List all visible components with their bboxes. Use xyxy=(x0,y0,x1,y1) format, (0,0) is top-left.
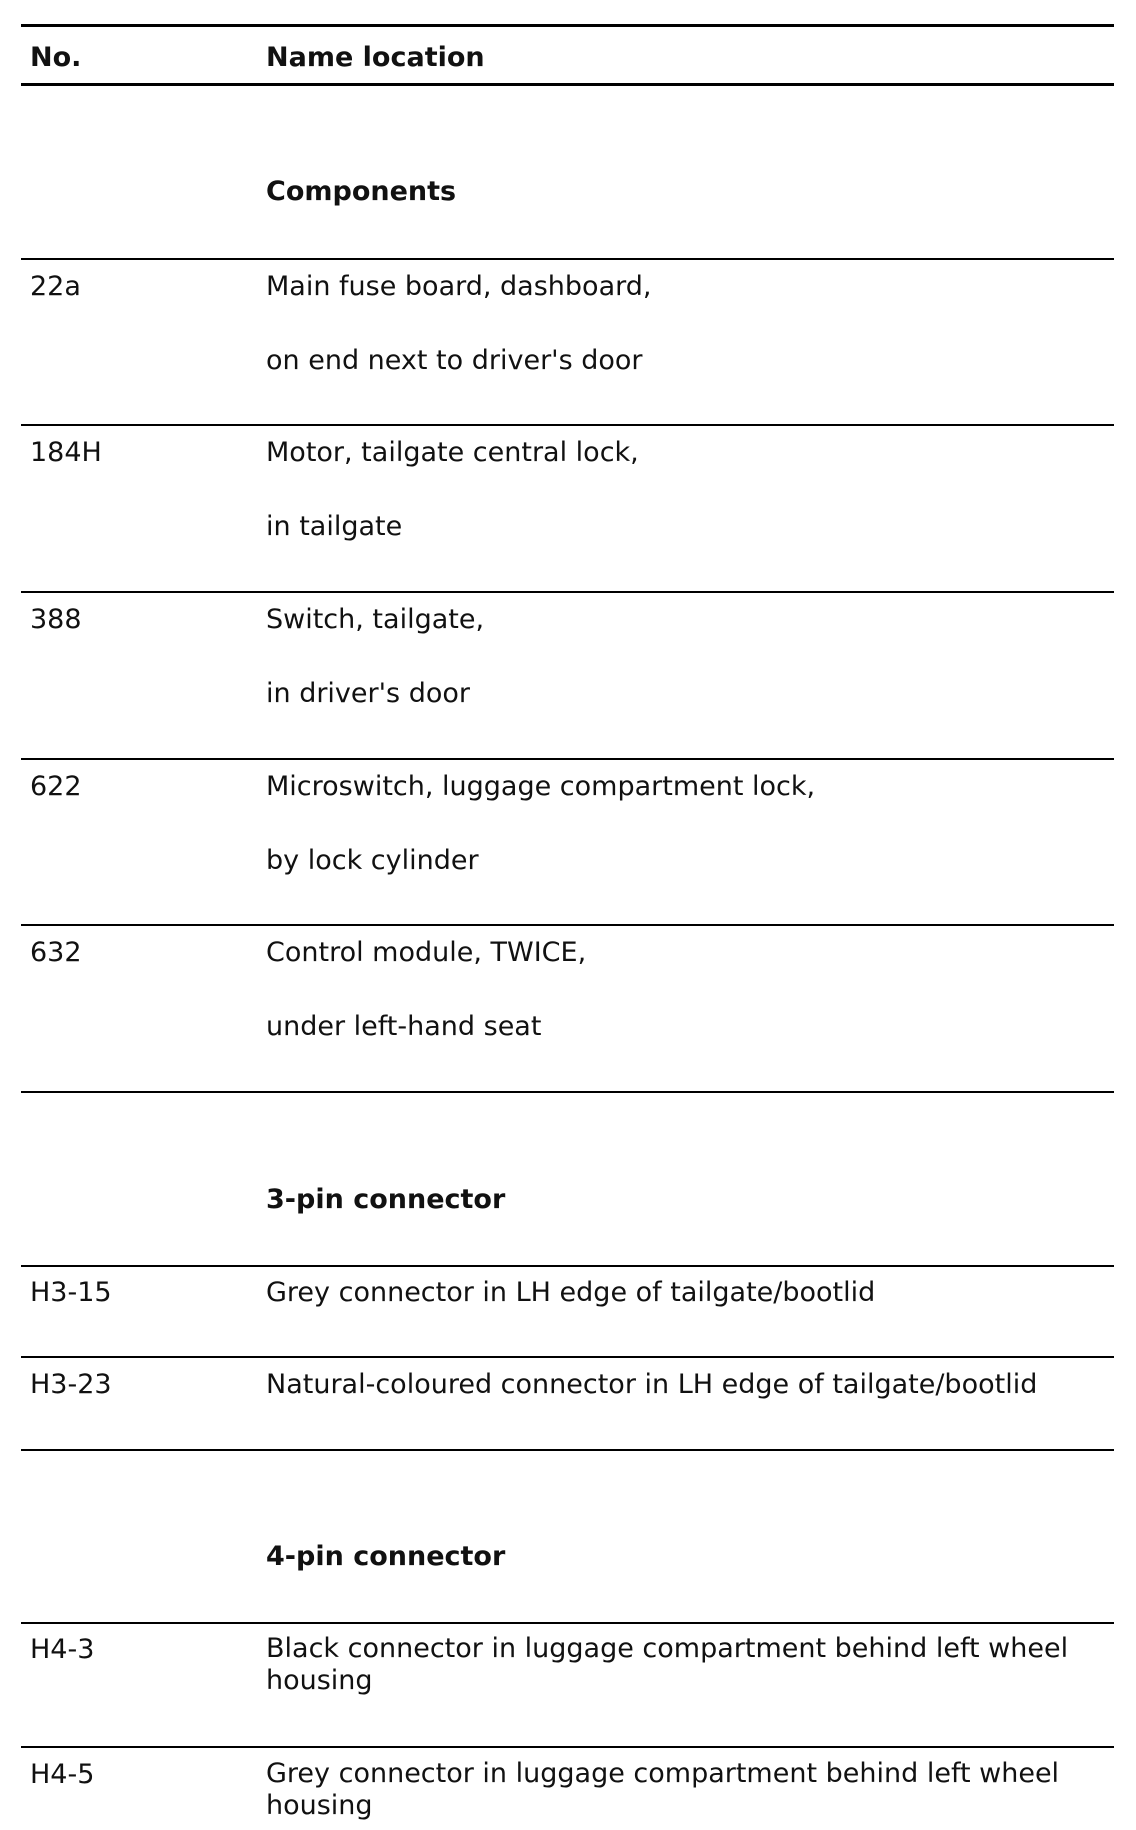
row-rule xyxy=(21,1091,1114,1093)
row-number: H3-15 xyxy=(30,1277,112,1308)
row-rule xyxy=(21,591,1114,593)
row-number: 388 xyxy=(30,604,82,635)
row-rule xyxy=(21,258,1114,260)
row-location: in tailgate xyxy=(266,511,403,542)
row-number: H3-23 xyxy=(30,1369,112,1400)
section-title-4-pin-connector: 4-pin connector xyxy=(266,1541,506,1572)
row-number: 632 xyxy=(30,937,82,968)
row-name: Control module, TWICE, xyxy=(266,937,587,968)
row-rule xyxy=(21,758,1114,760)
row-number: 184H xyxy=(30,437,102,468)
table-top-rule xyxy=(21,24,1114,27)
row-location: on end next to driver's door xyxy=(266,345,643,376)
row-rule xyxy=(21,424,1114,426)
row-location: under left-hand seat xyxy=(266,1011,542,1042)
row-name: Switch, tailgate, xyxy=(266,604,485,635)
row-rule xyxy=(21,924,1114,926)
section-title-3-pin-connector: 3-pin connector xyxy=(266,1184,506,1215)
row-rule xyxy=(21,1622,1114,1624)
column-header-name-location: Name location xyxy=(266,42,485,73)
row-location: by lock cylinder xyxy=(266,845,479,876)
row-name-location: Grey connector in LH edge of tailgate/bootlid xyxy=(266,1277,876,1308)
row-number: 22a xyxy=(30,271,81,302)
row-location: in driver's door xyxy=(266,678,470,709)
row-name: Microswitch, luggage compartment lock, xyxy=(266,771,816,802)
column-header-no: No. xyxy=(30,42,82,73)
section-title-components: Components xyxy=(266,176,457,207)
row-rule xyxy=(21,1449,1114,1451)
row-name: Motor, tailgate central lock, xyxy=(266,437,639,468)
row-name-location: Black connector in luggage compartment behind left wheel housing xyxy=(266,1633,1069,1696)
row-name: Main fuse board, dashboard, xyxy=(266,271,652,302)
row-number: H4-3 xyxy=(30,1634,95,1665)
row-rule xyxy=(21,1265,1114,1267)
row-name-location: Natural-coloured connector in LH edge of tailgate/bootlid xyxy=(266,1369,1038,1400)
row-rule xyxy=(21,1746,1114,1748)
row-rule xyxy=(21,1356,1114,1358)
row-number: H4-5 xyxy=(30,1759,95,1790)
header-bottom-rule xyxy=(21,83,1114,86)
row-number: 622 xyxy=(30,771,82,802)
row-name-location: Grey connector in luggage compartment behind left wheel housing xyxy=(266,1758,1060,1821)
